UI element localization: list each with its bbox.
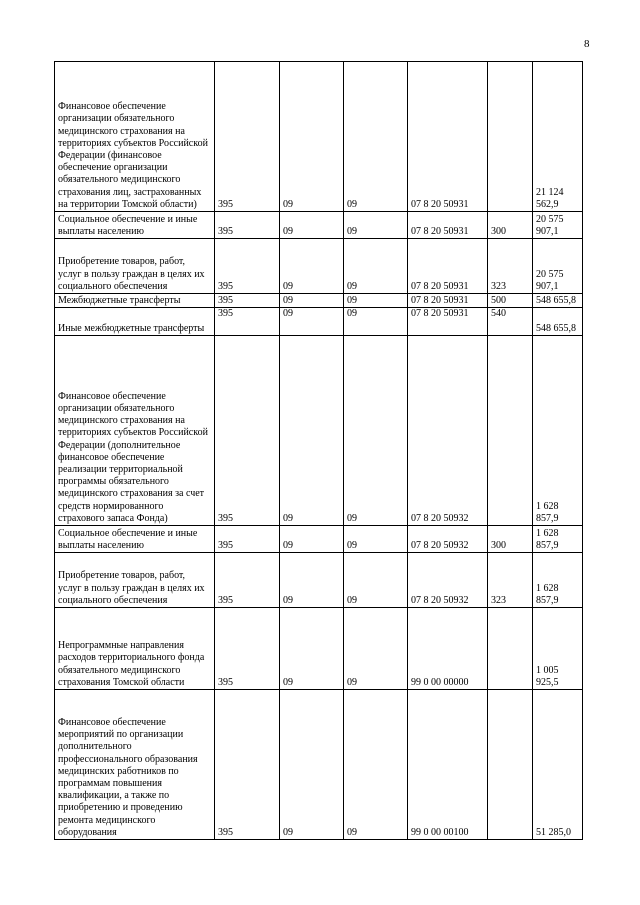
section-code: 09 <box>280 294 344 308</box>
table-row <box>55 553 583 608</box>
section-code: 09 <box>280 308 344 336</box>
table-row <box>55 336 583 526</box>
section-code: 09 <box>280 336 344 526</box>
table-row <box>55 62 583 212</box>
expense-type-code: 500 <box>488 294 533 308</box>
subsection-code: 09 <box>344 308 408 336</box>
amount: 548 655,8 <box>533 308 583 336</box>
ministry-code: 395 <box>215 294 280 308</box>
ministry-code: 395 <box>215 690 280 840</box>
row-name: Финансовое обеспечение организации обязательного медицинского страхования на территориях субъектов Российской Федерации (финансовое обеспечение организации обязательного медицинского страхования лиц, застрахованных на территории Томской области) <box>55 62 215 212</box>
subsection-code: 09 <box>344 608 408 690</box>
row-name: Приобретение товаров, работ, услуг в пользу граждан в целях их социального обеспечения <box>55 553 215 608</box>
target-code: 07 8 20 50931 <box>408 212 488 239</box>
expense-type-code <box>488 690 533 840</box>
target-code: 07 8 20 50932 <box>408 553 488 608</box>
target-code: 07 8 20 50932 <box>408 336 488 526</box>
expense-type-code <box>488 608 533 690</box>
section-code: 09 <box>280 526 344 553</box>
table-row <box>55 239 583 294</box>
amount: 1 628 857,9 <box>533 526 583 553</box>
section-code: 09 <box>280 553 344 608</box>
row-name: Межбюджетные трансферты <box>55 294 215 308</box>
section-code: 09 <box>280 212 344 239</box>
amount: 51 285,0 <box>533 690 583 840</box>
expense-type-code: 323 <box>488 239 533 294</box>
table-row <box>55 526 583 553</box>
row-name: Непрограммные направления расходов территориального фонда обязательного медицинского страхования Томской области <box>55 608 215 690</box>
target-code: 07 8 20 50931 <box>408 62 488 212</box>
ministry-code: 395 <box>215 239 280 294</box>
section-code: 09 <box>280 608 344 690</box>
ministry-code: 395 <box>215 526 280 553</box>
target-code: 99 0 00 00000 <box>408 608 488 690</box>
subsection-code: 09 <box>344 239 408 294</box>
subsection-code: 09 <box>344 526 408 553</box>
amount: 21 124 562,9 <box>533 62 583 212</box>
ministry-code: 395 <box>215 62 280 212</box>
target-code: 99 0 00 00100 <box>408 690 488 840</box>
row-name: Финансовое обеспечение организации обязательного медицинского страхования на территориях субъектов Российской Федерации (дополнительное финансовое обеспечение реализации территориальной программы обязательного медицинского страхования за счет средств нормированного страхового запаса Фонда) <box>55 336 215 526</box>
ministry-code: 395 <box>215 308 280 336</box>
table-row <box>55 690 583 840</box>
ministry-code: 395 <box>215 336 280 526</box>
subsection-code: 09 <box>344 553 408 608</box>
row-name: Социальное обеспечение и иные выплаты населению <box>55 526 215 553</box>
subsection-code: 09 <box>344 212 408 239</box>
subsection-code: 09 <box>344 690 408 840</box>
ministry-code: 395 <box>215 608 280 690</box>
amount: 1 628 857,9 <box>533 553 583 608</box>
row-name: Финансовое обеспечение мероприятий по организации дополнительного профессионального образования медицинских работников по программам повышения квалификации, а также по приобретению и проведению ремонта медицинского оборудования <box>55 690 215 840</box>
amount: 20 575 907,1 <box>533 212 583 239</box>
target-code: 07 8 20 50932 <box>408 526 488 553</box>
section-code: 09 <box>280 62 344 212</box>
amount: 20 575 907,1 <box>533 239 583 294</box>
page-number: 8 <box>584 38 590 50</box>
row-name: Иные межбюджетные трансферты <box>55 308 215 336</box>
table-row <box>55 212 583 239</box>
expense-type-code: 540 <box>488 308 533 336</box>
amount: 548 655,8 <box>533 294 583 308</box>
table-row <box>55 294 583 308</box>
ministry-code: 395 <box>215 553 280 608</box>
expense-type-code: 323 <box>488 553 533 608</box>
section-code: 09 <box>280 239 344 294</box>
amount: 1 005 925,5 <box>533 608 583 690</box>
ministry-code: 395 <box>215 212 280 239</box>
expense-type-code <box>488 62 533 212</box>
section-code: 09 <box>280 690 344 840</box>
table-row <box>55 308 583 336</box>
expense-type-code: 300 <box>488 212 533 239</box>
row-name: Приобретение товаров, работ, услуг в пользу граждан в целях их социального обеспечения <box>55 239 215 294</box>
subsection-code: 09 <box>344 294 408 308</box>
subsection-code: 09 <box>344 62 408 212</box>
budget-table <box>54 61 583 840</box>
expense-type-code: 300 <box>488 526 533 553</box>
subsection-code: 09 <box>344 336 408 526</box>
row-name: Социальное обеспечение и иные выплаты населению <box>55 212 215 239</box>
amount: 1 628 857,9 <box>533 336 583 526</box>
target-code: 07 8 20 50931 <box>408 294 488 308</box>
target-code: 07 8 20 50931 <box>408 308 488 336</box>
table-row <box>55 608 583 690</box>
expense-type-code <box>488 336 533 526</box>
target-code: 07 8 20 50931 <box>408 239 488 294</box>
